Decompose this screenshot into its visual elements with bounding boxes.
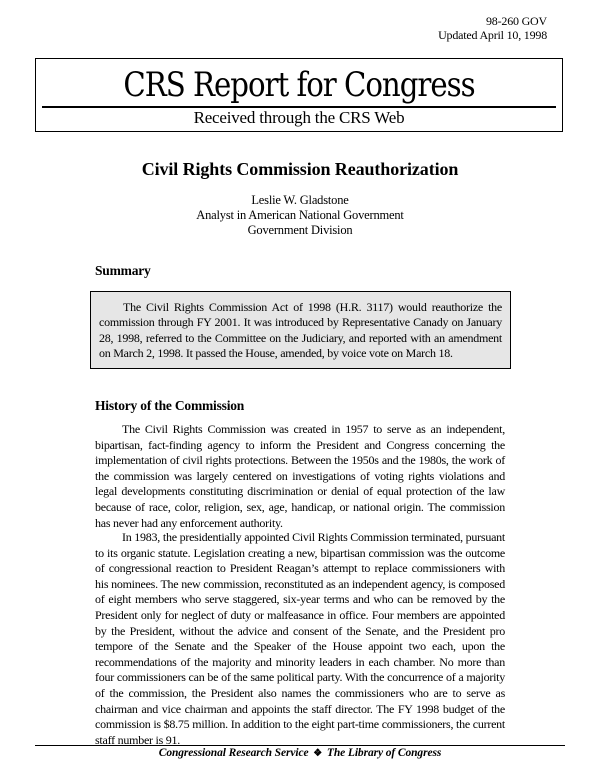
author-block <box>0 193 600 238</box>
footer-library: The Library of Congress <box>326 747 442 759</box>
history-paragraph-2 <box>95 530 505 748</box>
masthead-box <box>35 58 563 132</box>
summary-box <box>90 291 511 369</box>
report-number: 98-260 GOV <box>486 14 547 28</box>
diamond-separator-icon: ❖ <box>313 748 323 759</box>
masthead-subtitle: Received through the CRS Web <box>193 108 405 127</box>
paragraph-text: In 1983, the presidentially appointed Civil Rights Commission terminated, pursuant to its organic statute. Legislation creating a new, bipartisan commission was the outcome of congressional reaction to President Reagan’s attempt to replace commissioners with his nominees. The new commission, reconstituted as an independent agency, is composed of eight members who serve staggered, six-year terms and who can be removed by the President only for neglect of duty or malfeasance in office. Four members are appointed by the President, without the advice and consent of the Senate, and the President pro tempore of the Senate and the Speaker of the House appoint two each, upon the recommendations of the majority and minority leaders in each chamber. No more than four commissioners can be of the same political party. With the concurrence of a majority of the commission, the President also names the commissioners who are to serve as chairman and vice chairman and appoints the staff director. The FY 1998 budget of the commission is $8.75 million. In addition to the eight part-time commissioners, the current staff number is 91. <box>95 530 505 747</box>
author-division: Government Division <box>247 223 353 237</box>
history-paragraph-1 <box>95 422 505 531</box>
report-title: Civil Rights Commission Reauthorization <box>141 159 459 179</box>
summary-text: The Civil Rights Commission Act of 1998 (H.R. 3117) would reauthorize the commission through FY 2001. It was introduced by Representative Canady on January 28, 1998, referred to the Committee on the Judiciary, and reported with an amendment on March 2, 1998. It passed the House, amended, by voice vote on March 18. <box>99 300 502 361</box>
author-title: Analyst in American National Government <box>196 208 404 222</box>
document-identifier <box>438 14 547 42</box>
summary-heading: Summary <box>95 263 151 278</box>
history-heading: History of the Commission <box>95 398 245 413</box>
updated-date: Updated April 10, 1998 <box>438 28 547 42</box>
author-name: Leslie W. Gladstone <box>251 193 349 207</box>
paragraph-text: The Civil Rights Commission was created in 1957 to serve as an independent, bipartisan, fact-finding agency to inform the President and Congress concerning the implementation of civil rights protections. Between the 1950s and the 1980s, the work of the commission was largely centered on investigations of voting rights violations and legal developments constituting discrimination or denial of equal protection of the law because of race, color, religion, sex, age, handicap, or national origin. The commission has never had any enforcement authority. <box>95 422 505 530</box>
footer-organization: Congressional Research Service <box>158 747 309 759</box>
footer <box>0 746 600 761</box>
masthead-title: CRS Report for Congress <box>123 65 475 105</box>
